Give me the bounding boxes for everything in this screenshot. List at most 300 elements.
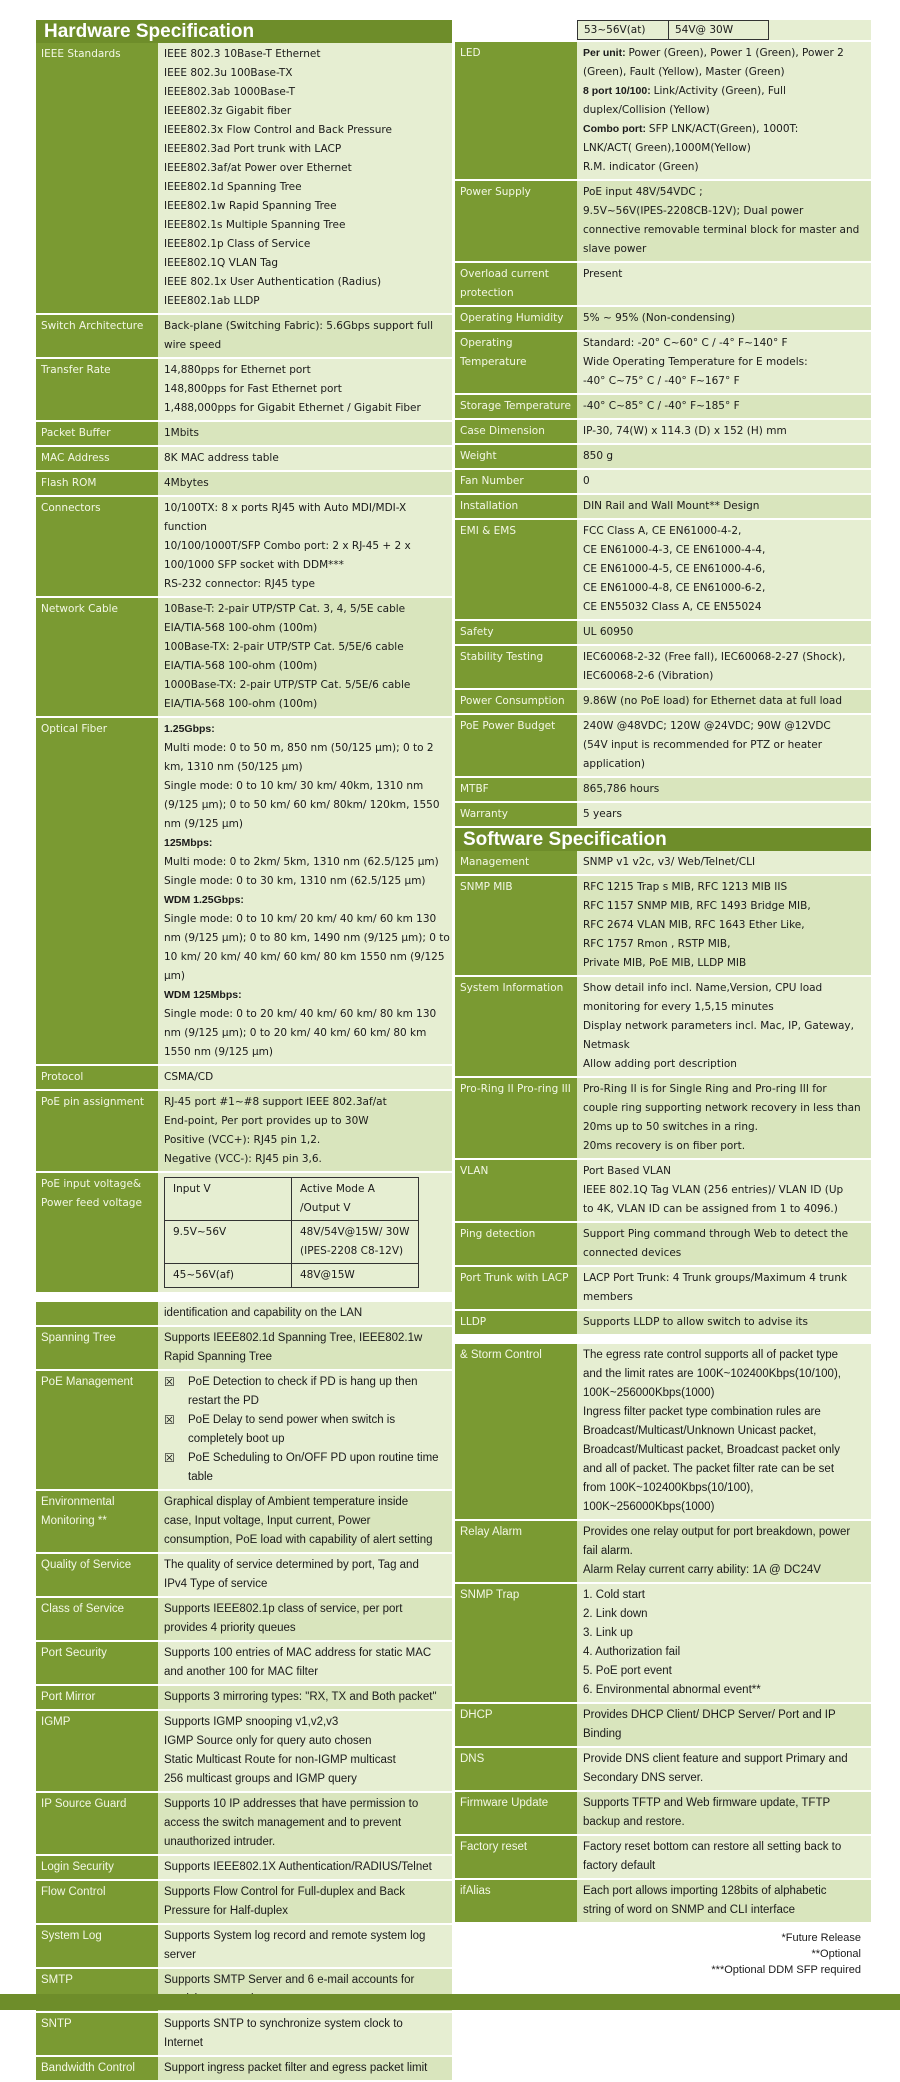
spec-line: Secondary DNS server. — [583, 1772, 704, 1784]
spec-line: FCC Class A, CE EN61000-4-2, — [583, 525, 742, 537]
spec-line: to 4K, VLAN ID can be assigned from 1 to 4096.) — [583, 1203, 838, 1215]
spec-line — [164, 891, 446, 910]
spec-line: monitoring for every 1,5,15 minutes — [583, 1001, 774, 1013]
spec-row-snmp-mib — [455, 876, 871, 977]
spec-label: Protocol — [36, 1066, 158, 1089]
spec-label: Installation — [455, 495, 577, 518]
spec-line: and all of packet. The packet filter rate can be set — [583, 1463, 835, 1475]
spec-line — [583, 158, 865, 177]
spec-line: Provides one relay output for port breakdown, power — [583, 1526, 851, 1538]
spec-line: Supports LLDP to allow switch to advise its — [583, 1316, 809, 1328]
spec-line: Display network parameters incl. Mac, IP, Gateway, — [583, 1020, 854, 1032]
spec-line: CE EN61000-4-5, CE EN61000-4-6, — [583, 563, 766, 575]
spec-line: backup and restore. — [583, 1816, 685, 1828]
spec-line: nm (9/125 µm) — [164, 818, 243, 830]
spec-line: Multi mode: 0 to 50 m, 850 nm (50/125 µm); 0 to 2 — [164, 742, 434, 754]
spec-text: R.M. indicator (Green) — [583, 161, 699, 173]
footnote: **Optional — [811, 1948, 861, 1960]
spec-value — [577, 1160, 871, 1221]
spec-line: IEEE802.1ab LLDP — [164, 295, 260, 307]
spec-label: Firmware Update — [455, 1792, 577, 1834]
spec-row-protocol — [36, 1066, 452, 1091]
spec-line: 256 multicast groups and IGMP query — [164, 1773, 357, 1785]
spec-line: Supports IEEE802.1X Authentication/RADIUS/Telnet — [164, 1861, 432, 1873]
left-column — [36, 20, 452, 2082]
spec-label: & Storm Control — [455, 1344, 577, 1519]
spec-line: LACP Port Trunk: 4 Trunk groups/Maximum 4 trunk — [583, 1272, 848, 1284]
spec-label: Storage Temperature — [455, 395, 577, 418]
spec-label: PoE Power Budget — [455, 715, 577, 776]
spec-row-quality-of-service — [36, 1554, 452, 1598]
spec-line: 1Mbits — [164, 427, 199, 439]
spec-value — [158, 1711, 452, 1791]
software-table-right — [455, 851, 871, 1336]
spec-line: Rapid Spanning Tree — [164, 1351, 273, 1363]
spec-row-ifalias — [455, 1880, 871, 1924]
spec-label: Ping detection — [455, 1223, 577, 1265]
spec-line: 10/100TX: 8 x ports RJ45 with Auto MDI/MDI-X — [164, 502, 407, 514]
checkbox-icon: ☒ — [164, 1413, 175, 1427]
spec-row-firmware-update — [455, 1792, 871, 1836]
spec-value — [158, 447, 452, 470]
spec-line: factory default — [583, 1860, 656, 1872]
spec-line: Single mode: 0 to 10 km/ 30 km/ 40km, 1310 nm — [164, 780, 424, 792]
spec-line — [164, 986, 446, 1005]
spec-label: Flash ROM — [36, 472, 158, 495]
spec-line — [583, 44, 865, 63]
spec-line: Static Multicast Route for non-IGMP multicast — [164, 1754, 396, 1766]
spec-row-flow-control — [36, 1881, 452, 1925]
spec-line: connected devices — [583, 1247, 682, 1259]
spec-label: Login Security — [36, 1856, 158, 1879]
spec-label: Port Mirror — [36, 1686, 158, 1709]
spec-line: IEEE802.3z Gigabit fiber — [164, 105, 292, 117]
spec-row-dhcp — [455, 1704, 871, 1748]
spec-line: 1,488,000pps for Gigabit Ethernet / Gigabit Fiber — [164, 402, 421, 414]
spec-line: Supports 100 entries of MAC address for static MAC — [164, 1647, 432, 1659]
spec-label: Transfer Rate — [36, 359, 158, 420]
spec-line: Supports IGMP snooping v1,v2,v3 — [164, 1716, 339, 1728]
spec-value — [577, 621, 871, 644]
spec-line: consumption, PoE load with capability of alert setting — [164, 1534, 433, 1546]
spec-row-flash-rom — [36, 472, 452, 497]
spec-value — [158, 497, 452, 596]
spec-line: CE EN55032 Class A, CE EN55024 — [583, 601, 762, 613]
spec-line: 1. Cold start — [583, 1589, 645, 1601]
spec-value — [577, 876, 871, 975]
spec-label: Network Cable — [36, 598, 158, 716]
spec-value — [577, 263, 871, 305]
spec-line: identification and capability on the LAN — [164, 1307, 363, 1319]
spec-line: Private MIB, PoE MIB, LLDP MIB — [583, 957, 747, 969]
spec-text: LNK/ACT( Green),1000M(Yellow) — [583, 142, 751, 154]
spec-line: 1550 nm (9/125 µm) — [164, 1046, 273, 1058]
spec-line: Supports IEEE802.1p class of service, per port — [164, 1603, 403, 1615]
spec-label: Management — [455, 851, 577, 874]
spec-label: Environmental Monitoring ** — [36, 1491, 158, 1552]
spec-line: IEEE 802.1Q Tag VLAN (256 entries)/ VLAN ID (Up — [583, 1184, 844, 1196]
spec-row-poe-input — [36, 1173, 452, 1294]
spec-line: Supports Flow Control for Full-duplex and Back — [164, 1886, 405, 1898]
spec-line: RS-232 connector: RJ45 type — [164, 578, 315, 590]
spec-value — [158, 1881, 452, 1923]
spec-value — [577, 646, 871, 688]
spec-line: 8K MAC address table — [164, 452, 279, 464]
spec-line: and the limit rates are 100K~102400Kbps(10/100), — [583, 1368, 841, 1380]
spec-value — [158, 718, 452, 1064]
spec-line: 2. Link down — [583, 1608, 648, 1620]
spec-line: Supports 10 IP addresses that have permission to — [164, 1798, 419, 1810]
spec-line: Each port allows importing 128bits of alphabetic — [583, 1885, 827, 1897]
spec-row-lldp — [455, 1311, 871, 1336]
spec-value — [577, 495, 871, 518]
spec-line: EIA/TIA-568 100-ohm (100m) — [164, 660, 318, 672]
spec-line — [583, 120, 865, 139]
spec-label: Optical Fiber — [36, 718, 158, 1064]
spec-label: Power Consumption — [455, 690, 577, 713]
spec-value — [577, 395, 871, 418]
spec-line: 5 years — [583, 808, 622, 820]
spec-row-port-security — [36, 1642, 452, 1686]
poe-table-header-cell: Active Mode A /Output V — [292, 1178, 419, 1221]
spec-line: 865,786 hours — [583, 783, 660, 795]
spec-value — [158, 2013, 452, 2055]
spec-line: CE EN61000-4-3, CE EN61000-4-4, — [583, 544, 766, 556]
spec-text: (Green), Fault (Yellow), Master (Green) — [583, 66, 785, 78]
spec-row-pro-ring-ii-pro-ring-iii — [455, 1078, 871, 1160]
spec-value — [158, 1925, 452, 1967]
spec-label: System Information — [455, 977, 577, 1076]
poe-table-cell: 9.5V~56V — [165, 1221, 292, 1264]
spec-line: Broadcast/Multicast/Unknown Unicast packet, — [583, 1425, 817, 1437]
spec-row-overload-current-protection — [455, 263, 871, 307]
spec-line: Support ingress packet filter and egress packet limit — [164, 2062, 428, 2074]
spec-label: IP Source Guard — [36, 1793, 158, 1854]
spec-value — [577, 1704, 871, 1746]
spec-value — [158, 1173, 452, 1292]
spec-label: Spanning Tree — [36, 1327, 158, 1369]
spec-row-sntp — [36, 2013, 452, 2057]
spec-value — [577, 1344, 871, 1519]
spec-line: EIA/TIA-568 100-ohm (100m) — [164, 698, 318, 710]
spec-line: Supports 3 mirroring types: "RX, TX and Both packet" — [164, 1691, 437, 1703]
spec-line: 3. Link up — [583, 1627, 633, 1639]
spec-label: Port Trunk with LACP — [455, 1267, 577, 1309]
spec-line: Port Based VLAN — [583, 1165, 672, 1177]
spec-line: Negative (VCC-): RJ45 pin 3,6. — [164, 1153, 322, 1165]
spec-value — [158, 315, 452, 357]
spec-row-igmp — [36, 1711, 452, 1793]
spec-row-fan-number — [455, 470, 871, 495]
spec-line: IEEE802.3af/at Power over Ethernet — [164, 162, 352, 174]
software-table-right-2 — [455, 1344, 871, 1924]
spec-row-power-consumption — [455, 690, 871, 715]
spec-value — [577, 778, 871, 801]
hardware-table-right — [455, 42, 871, 828]
spec-label: Power Supply — [455, 181, 577, 261]
spec-label: DNS — [455, 1748, 577, 1790]
spec-row-class-of-service — [36, 1598, 452, 1642]
spec-line — [583, 63, 865, 82]
spec-line: IEEE802.1d Spanning Tree — [164, 181, 302, 193]
spec-label: IGMP — [36, 1711, 158, 1791]
spec-row-port-trunk-with-lacp — [455, 1267, 871, 1311]
checklist-text: PoE Delay to send power when switch is completely boot up — [188, 1414, 396, 1445]
footnote: *Future Release — [781, 1932, 861, 1944]
spec-line: CE EN61000-4-8, CE EN61000-6-2, — [583, 582, 766, 594]
spec-line: Supports System log record and remote system log — [164, 1930, 426, 1942]
spec-line: provides 4 priority queues — [164, 1622, 296, 1634]
spec-value — [158, 1642, 452, 1684]
poe-table-cell: 48V@15W — [292, 1264, 419, 1288]
spec-row-system-information — [455, 977, 871, 1078]
spec-value — [577, 1880, 871, 1922]
spec-value — [577, 42, 871, 179]
spec-line: SNMP v1 v2c, v3/ Web/Telnet/CLI — [583, 856, 756, 868]
spec-row-transfer-rate — [36, 359, 452, 422]
spec-row-dns — [455, 1748, 871, 1792]
spec-subheading: WDM 125Mbps: — [164, 989, 242, 1001]
spec-value — [158, 1554, 452, 1596]
spec-line: IEC60068-2-32 (Free fall), IEC60068-2-27 (Shock), — [583, 651, 846, 663]
spec-line: Single mode: 0 to 10 km/ 20 km/ 40 km/ 60 km 130 — [164, 913, 437, 925]
spec-line: 5. PoE port event — [583, 1665, 672, 1677]
spec-label — [36, 1302, 158, 1325]
spec-value — [577, 1267, 871, 1309]
spec-value — [158, 1856, 452, 1879]
spec-row-system-log — [36, 1925, 452, 1969]
poe-table-row — [165, 1264, 419, 1288]
poe-table-cell: 45~56V(af) — [165, 1264, 292, 1288]
spec-label: Connectors — [36, 497, 158, 596]
spec-label: MAC Address — [36, 447, 158, 470]
spec-line: RFC 2674 VLAN MIB, RFC 1643 Ether Like, — [583, 919, 805, 931]
spec-subheading: 1.25Gbps: — [164, 723, 215, 735]
spec-line: 10Base-T: 2-pair UTP/STP Cat. 3, 4, 5/5E cable — [164, 603, 406, 615]
spec-row-poe-pin-assignment — [36, 1091, 452, 1173]
spec-line: Positive (VCC+): RJ45 pin 1,2. — [164, 1134, 321, 1146]
checkbox-icon: ☒ — [164, 1375, 175, 1389]
spec-text: duplex/Collision (Yellow) — [583, 104, 710, 116]
spec-value — [158, 1793, 452, 1854]
spec-line: 9.86W (no PoE load) for Ethernet data at full load — [583, 695, 843, 707]
footnotes — [455, 1930, 871, 1978]
spec-line: Factory reset bottom can restore all setting back to — [583, 1841, 842, 1853]
spec-row-case-dimension — [455, 420, 871, 445]
spec-subheading: WDM 1.25Gbps: — [164, 894, 244, 906]
spec-line: 148,800pps for Fast Ethernet port — [164, 383, 342, 395]
spec-line: and another 100 for MAC filter — [164, 1666, 319, 1678]
spec-label: Case Dimension — [455, 420, 577, 443]
spec-line: 10 km/ 20 km/ 40 km/ 60 km/ 80 km 1550 nm (9/125 — [164, 951, 445, 963]
spec-row-ping-detection — [455, 1223, 871, 1267]
spec-line: PoE input 48V/54VDC ; — [583, 186, 703, 198]
spec-label: SNMP MIB — [455, 876, 577, 975]
spec-line — [164, 720, 446, 739]
spec-value — [577, 1078, 871, 1158]
spec-value — [158, 1091, 452, 1171]
spec-line: Single mode: 0 to 20 km/ 40 km/ 60 km/ 80 km 130 — [164, 1008, 437, 1020]
spec-line: 850 g — [583, 450, 614, 462]
spec-line: fail alarm. — [583, 1545, 633, 1557]
spec-line: 4Mbytes — [164, 477, 209, 489]
spec-value — [158, 359, 452, 420]
spec-row-bandwidth-control — [36, 2057, 452, 2082]
spec-line: Back-plane (Switching Fabric): 5.6Gbps support full — [164, 320, 434, 332]
spec-value — [577, 1223, 871, 1265]
spec-line: IPv4 Type of service — [164, 1578, 268, 1590]
spec-row-network-cable — [36, 598, 452, 718]
spec-row-vlan — [455, 1160, 871, 1223]
spec-line: Standard: -20° C~60° C / -4° F~140° F — [583, 337, 788, 349]
spec-line: Single mode: 0 to 30 km, 1310 nm (62.5/125 µm) — [164, 875, 426, 887]
spec-line: CSMA/CD — [164, 1071, 214, 1083]
spec-line: Support Ping command through Web to detect the — [583, 1228, 849, 1240]
poe-input-table — [164, 1177, 419, 1288]
spec-value — [577, 332, 871, 393]
spec-value — [158, 1491, 452, 1552]
spec-row-poe-power-budget — [455, 715, 871, 778]
spec-row-snmp-trap — [455, 1584, 871, 1704]
spec-line: members — [583, 1291, 633, 1303]
spec-row-poe-management — [36, 1371, 452, 1491]
poe-table-cell: 48V/54V@15W/ 30W (IPES-2208 C8-12V) — [292, 1221, 419, 1264]
spec-value — [577, 851, 871, 874]
spec-line: 14,880pps for Ethernet port — [164, 364, 311, 376]
spec-value — [158, 1371, 452, 1489]
spec-label: Weight — [455, 445, 577, 468]
spec-line: IEEE 802.1x User Authentication (Radius) — [164, 276, 382, 288]
spec-label: SNMP Trap — [455, 1584, 577, 1702]
spec-row-storage-temperature — [455, 395, 871, 420]
spec-line: Supports IEEE802.1d Spanning Tree, IEEE802.1w — [164, 1332, 423, 1344]
spec-row-mtbf — [455, 778, 871, 803]
spec-line: Provides DHCP Client/ DHCP Server/ Port and IP — [583, 1709, 836, 1721]
spec-line: Graphical display of Ambient temperature inside — [164, 1496, 409, 1508]
spec-label: Warranty — [455, 803, 577, 826]
spec-line: -40° C~85° C / -40° F~185° F — [583, 400, 740, 412]
spec-label: SMTP — [36, 1969, 158, 2011]
spec-line: access the switch management and to prevent — [164, 1817, 402, 1829]
spec-value — [158, 2057, 452, 2080]
spec-line: Multi mode: 0 to 2km/ 5km, 1310 nm (62.5/125 µm) — [164, 856, 439, 868]
poe-input-row — [36, 1173, 452, 1294]
spec-line: 0 — [583, 475, 590, 487]
right-column — [455, 20, 871, 1978]
software-table-left — [36, 1302, 452, 2082]
spec-row-management — [455, 851, 871, 876]
spec-label: Class of Service — [36, 1598, 158, 1640]
spec-label: Quality of Service — [36, 1554, 158, 1596]
spec-line: nm (9/125 µm); 0 to 80 km, 1490 nm (9/125 µm); 0 to — [164, 932, 450, 944]
spec-line: RFC 1215 Trap s MIB, RFC 1213 MIB IIS — [583, 881, 788, 893]
spec-subheading: 125Mbps: — [164, 837, 213, 849]
hardware-table-left-2 — [36, 1066, 452, 1173]
spec-line: IGMP Source only for query auto chosen — [164, 1735, 372, 1747]
spec-line: Supports SMTP Server and 6 e-mail accounts for — [164, 1974, 415, 1986]
spec-line: IEEE802.1s Multiple Spanning Tree — [164, 219, 346, 231]
spec-line — [583, 82, 865, 101]
spec-line — [583, 139, 865, 158]
optical-fiber-row — [36, 718, 452, 1066]
spec-line: -40° C~75° C / -40° F~167° F — [583, 375, 740, 387]
spec-label: ifAlias — [455, 1880, 577, 1922]
spec-line: couple ring supporting network recovery in less than — [583, 1102, 861, 1114]
software-spec-title: Software Specification — [455, 828, 871, 851]
spec-line: IEEE802.3ab 1000Base-T — [164, 86, 296, 98]
spec-label: SNTP — [36, 2013, 158, 2055]
spec-value — [577, 1584, 871, 1702]
spec-line: 1000Base-TX: 2-pair UTP/STP Cat. 5/5E/6 cable — [164, 679, 411, 691]
spec-label: Operating Humidity — [455, 307, 577, 330]
spec-value — [577, 445, 871, 468]
spec-line: Allow adding port description — [583, 1058, 737, 1070]
spec-value — [577, 1792, 871, 1834]
spec-line: IEEE802.1Q VLAN Tag — [164, 257, 279, 269]
spec-text: Combo port: — [583, 123, 649, 135]
spec-value — [577, 420, 871, 443]
spec-value — [158, 598, 452, 716]
spec-line — [583, 101, 865, 120]
spec-line — [164, 834, 446, 853]
poe-table-header-cell: Input V — [165, 1178, 292, 1221]
spec-label: Fan Number — [455, 470, 577, 493]
spec-value — [158, 43, 452, 313]
spec-value — [577, 690, 871, 713]
spec-value — [577, 307, 871, 330]
hardware-table-left — [36, 43, 452, 718]
spec-text: Power (Green), Power 1 (Green), Power 2 — [628, 47, 844, 59]
spec-row-operating-temperature — [455, 332, 871, 395]
spec-line: function — [164, 521, 207, 533]
spec-line: Pressure for Half-duplex — [164, 1905, 288, 1917]
spec-line: slave power — [583, 243, 647, 255]
spec-row-environmental-monitoring — [36, 1491, 452, 1554]
spec-line: The quality of service determined by port, Tag and — [164, 1559, 419, 1571]
spec-line: (9/125 µm); 0 to 50 km/ 60 km/ 80km/ 120km, 1550 — [164, 799, 440, 811]
spec-row-installation — [455, 495, 871, 520]
spec-value — [577, 1836, 871, 1878]
spec-row-storm-control — [455, 1344, 871, 1521]
spec-line: Ingress filter packet type combination rules are — [583, 1406, 821, 1418]
spec-value — [577, 1521, 871, 1582]
spec-line: string of word on SNMP and CLI interface — [583, 1904, 796, 1916]
checkbox-icon: ☒ — [164, 1451, 175, 1465]
spec-label: PoE pin assignment — [36, 1091, 158, 1171]
poe-table-header — [165, 1178, 419, 1221]
spec-line: Show detail info incl. Name,Version, CPU load — [583, 982, 823, 994]
spec-row-port-mirror — [36, 1686, 452, 1711]
spec-label: Packet Buffer — [36, 422, 158, 445]
spec-row-optical-fiber — [36, 718, 452, 1066]
spec-label: Pro-Ring II Pro-ring III — [455, 1078, 577, 1158]
checklist-text: PoE Detection to check if PD is hang up then restart the PD — [188, 1376, 418, 1407]
spec-value — [158, 1686, 452, 1709]
spec-line: IEC60068-2-6 (Vibration) — [583, 670, 714, 682]
spec-row-mac-address — [36, 447, 452, 472]
spec-row-power-supply — [455, 181, 871, 263]
spec-line: Supports TFTP and Web firmware update, TFTP — [583, 1797, 831, 1809]
spec-value — [577, 181, 871, 261]
spec-row-stability-testing — [455, 646, 871, 690]
spec-line: 5% ~ 95% (Non-condensing) — [583, 312, 736, 324]
spec-line: server — [164, 1949, 196, 1961]
spec-label: Bandwidth Control — [36, 2057, 158, 2080]
spec-line: 10/100/1000T/SFP Combo port: 2 x RJ-45 + 2 x — [164, 540, 411, 552]
spec-line: (54V input is recommended for PTZ or heater — [583, 739, 823, 751]
spec-value — [577, 520, 871, 619]
spec-line: Binding — [583, 1728, 622, 1740]
